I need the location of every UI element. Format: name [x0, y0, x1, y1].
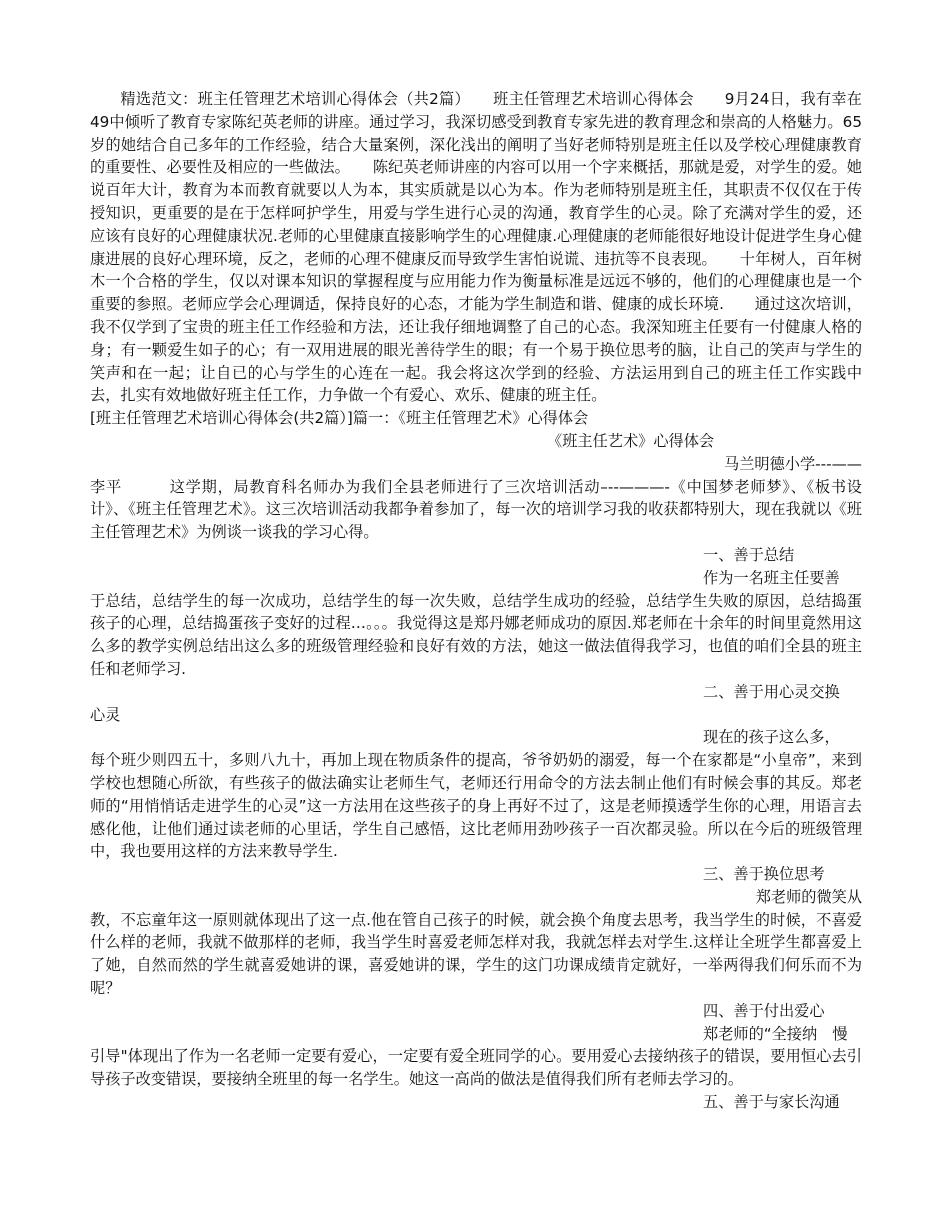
paragraph-4-lead: 郑老师的“全接纳 慢: [703, 1024, 848, 1043]
paragraph-1-lead: 作为一名班主任要善: [703, 568, 840, 587]
intro-paragraph: 精选范文：班主任管理艺术培训心得体会（共2篇） 班主任管理艺术培训心得体会 9月24日，我有幸在49中倾听了教育专家陈纪英老师的讲座。通过学习，我深切感受到教育专家先进的教育理念和崇高的人格魅力。65岁的她结合自己多年的工作经验，结合大量案例，深化浅出的阐明了当好老师特别是班主任以及学校心理健康教育的重要性、必要性及相应的一些做法。 陈纪英老师讲座的内容可以用一个字来概括，那就是爱，对学生的爱。她说百年大计，教育为本而教育就要以人为本，其实质就是以心为本。作为老师特别是班主任，其职责不仅仅在于传授知识，更重要的是在于怎样呵护学生，用爱与学生进行心灵的沟通，教育学生的心灵。除了充满对学生的爱，还应该有良好的心理健康状况.老师的心里健康直接影响学生的心理健康.心理健康的老师能很好地设计促进学生身心健康进展的良好心理环境，反之，老师的心理不健康反而导致学生害怕说谎、违抗等不良表现。 十年树人，百年树木一个合格的学生，仅以对课本知识的掌握程度与应用能力作为衡量标准是远远不够的，他们的心理健康也是一个重要的参照。老师应学会心理调适，保持良好的心态，才能为学生制造和谐、健康的成长环境. 通过这次培训，我不仅学到了宝贵的班主任工作经验和方法，还让我仔细地调整了自己的心态。我深知班主任要有一付健康人格的身；有一颗爱生如子的心；有一双用进展的眼光善待学生的眼；有一个易于换位思考的脑，让自己的笑声与学生的笑声和在一起；让自已的心与学生的心连在一起。我会将这次学到的经验、方法运用到自己的班主任工作实践中去，扎实有效地做好班主任工作，力争做一个有爱心、欢乐、健康的班主任。: [90, 90, 862, 405]
paragraph-3-lead: 郑老师的微笑从: [755, 887, 862, 906]
author-paragraph: 李平 这学期，局教育科名师办为我们全县老师进行了三次培训活动–--———-《中国梦老师梦》、《板书设计》、《班主任管理艺术》。这三次培训活动我都争着参加了，每一次的培训学习我的收获都特别大，现在我就以《班主任管理艺术》为例谈一谈我的学习心得。: [90, 477, 862, 542]
heading-2: 二、善于用心灵交换: [703, 682, 840, 701]
heading-3: 三、善于换位思考: [703, 865, 825, 884]
section-header: [班主任管理艺术培训心得体会(共2篇）]篇一：《班主任管理艺术》心得体会: [90, 409, 589, 428]
heading-1: 一、善于总结: [703, 545, 795, 564]
paragraph-2: 每个班少则四五十，多则八九十，再加上现在物质条件的提高，爷爷奶奶的溺爱，每一个在家都是“小皇帝”，来到学校也想随心所欲，有些孩子的做法确实让老师生气，老师还行用命令的方法去制止他们有时候会事的其反。郑老师的“用悄悄话走进学生的心灵”这一方法用在这些孩子的身上再好不过了，这是老师摸透学生你的心理，用语言去感化他，让他们通过读老师的心里话，学生自己感悟，这比老师用劲吵孩子一百次都灵验。所以在今后的班级管理中，我也要用这样的方法来教导学生.: [90, 751, 862, 861]
school-line: 马兰明德小学---——: [724, 454, 862, 473]
heading-2-continued: 心灵: [90, 705, 121, 724]
paragraph-3: 教，不忘童年这一原则就体现出了这一点.他在管自己孩子的时候，就会换个角度去思考，我当学生的时候，不喜爱什么样的老师，我就不做那样的老师，我当学生时喜爱老师怎样对我，我就怎样去对学生.这样让全班学生都喜爱上了她，自然而然的学生就喜爱她讲的课，喜爱她讲的课，学生的这门功课成绩肯定就好，一举两得我们何乐而不为呢？: [90, 910, 862, 998]
sub-title: 《班主任艺术》心得体会: [547, 431, 715, 450]
heading-4: 四、善于付出爱心: [703, 1001, 825, 1020]
heading-5: 五、善于与家长沟通: [703, 1093, 840, 1112]
paragraph-2-lead: 现在的孩子这么多，: [703, 728, 840, 747]
document-body: [90, 88, 862, 1114]
paragraph-4: 引导"体现出了作为一名老师一定要有爱心，一定要有爱全班同学的心。要用爱心去接纳孩子的错误，要用恒心去引导孩子改变错误，要接纳全班里的每一名学生。她这一高尚的做法是值得我们所有老师去学习的。: [90, 1047, 862, 1089]
paragraph-1: 于总结，总结学生的每一次成功，总结学生的每一次失败，总结学生成功的经验，总结学生失败的原因，总结捣蛋孩子的心理，总结捣蛋孩子变好的过程…。。。我觉得这是郑丹娜老师成功的原因.郑老师在十余年的时间里竟然用这么多的教学实例总结出这么多的班级管理经验和良好有效的方法，她这一做法值得我学习，也值的咱们全县的班主任和老师学习.: [90, 591, 862, 678]
